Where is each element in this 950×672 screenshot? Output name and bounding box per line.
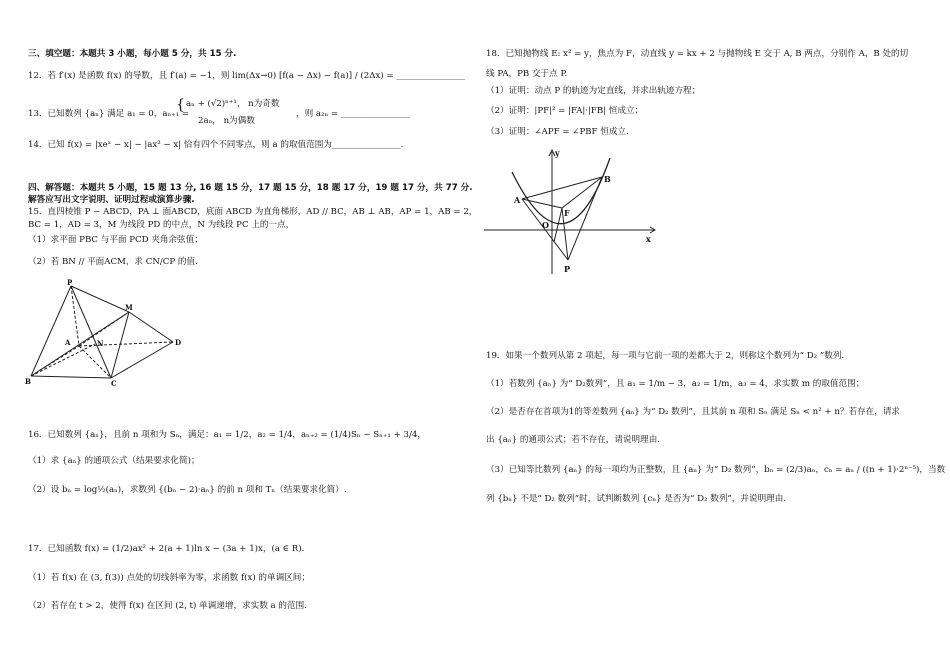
point-label-o: O [542,220,549,230]
question-13-case-even: 2aₙ， n为偶数 [198,116,255,126]
section-3-heading: 三、填空题：本题共 3 小题，每小题 5 分，共 15 分. [28,49,237,59]
parabola-graph [484,142,664,276]
point-label-b: B [604,174,611,184]
question-17-part-1: （1）若 f(x) 在 (3, f(3)) 点处的切线斜率为零，求函数 f(x) 的单调区间； [28,573,310,583]
question-15: 15．直四棱锥 P − ABCD，PA ⊥ 面ABCD，底面 ABCD 为直角梯形，AD // BC，AB ⊥ AB，AP = 1，AB = 2， [28,207,478,217]
vertex-label-p: P [67,278,73,287]
question-18-part-3: （3）证明：∠APF = ∠PBF 恒成立. [486,127,629,137]
question-18-line-2: 线 PA，PB 交于点 P. [486,69,568,79]
pyramid-figure [25,278,195,388]
axis-label-x: x [646,234,651,244]
question-15-part-2: （2）若 BN // 平面ACM，求 CN/CP 的值. [28,257,198,267]
section-4-subheading: 解答应写出文字说明、证明过程或演算步骤. [28,195,195,205]
point-label-a: A [514,195,521,205]
axis-label-y: y [555,148,560,158]
question-16: 16．已知数列 {aₙ}，且前 n 项和为 Sₙ，满足：a₁ = 1/2，a₂ = 1/4，aₙ₊₂ = (1/4)Sₙ − Sₙ₊₁ + 3/4， [28,430,426,440]
question-19-part-1: （1）若数列 {aₙ} 为“ D₂数列”，且 a₁ = 1/m − 3，a₂ = 1/m，a₃ = 4，求实数 m 的取值范围； [486,379,865,389]
question-15-line-2: BC = 1，AD = 3，M 为线段 PD 的中点，N 为线段 PC 上的一点， [28,220,295,230]
question-13-case-odd: aₙ + (√2)ⁿ⁺¹， n为奇数 [186,99,280,109]
question-17-part-2: （2）若存在 t > 2，使得 f(x) 在区间 (2, t) 单调递增，求实数 a 的范围. [28,601,307,611]
question-12: 12．若 f′(x) 是函数 f(x) 的导数，且 f′(a) = −1，则 lim(Δx→0) [f(a − Δx) − f(a)] / (2Δx) = ________________ [28,71,466,81]
question-18-part-1: （1）证明：动点 P 的轨迹为定直线，并求出轨迹方程； [486,86,701,96]
question-19: 19．如果一个数列从第 2 项起，每一项与它前一项的差都大于 2，则称这个数列为“ D₂ ”数列. [486,351,845,361]
question-19-part-2: （2）是否存在首项为1的等差数列 {aₙ} 为“ D₂ 数列”，且其前 n 项和 Sₙ 满足 Sₙ < n² + n？若存在，请求 [486,407,901,417]
question-18-part-2: （2）证明：|PF|² = |FA|·|FB| 恒成立； [486,106,644,116]
question-17: 17．已知函数 f(x) = (1/2)ax² + 2(a + 1)ln x − (3a + 1)x，(a ∈ R). [28,544,305,554]
question-13: 13．已知数列 {aₙ} 满足 a₁ = 0，aₙ₊₁ = [28,109,190,119]
vertex-label-n: N [97,339,104,348]
question-15-part-1: （1）求平面 PBC 与平面 PCD 夹角余弦值； [28,235,203,245]
question-13-answer: ，则 a₂ₙ = ________________ [296,109,410,119]
question-19-part-2-line-2: 出 {aₙ} 的通项公式；若不存在，请说明理由. [486,435,661,445]
question-19-part-3: （3）已知等比数列 {aₙ} 的每一项均为正整数，且 {aₙ} 为“ D₂ 数列”，bₙ = (2/3)aₙ，cₙ = aₙ / ((n + 1)·2ⁿ⁻⁵)，当数 [486,465,946,475]
vertex-label-b: B [25,377,31,386]
question-19-part-3-line-2: 列 {bₙ} 不是“ D₂ 数列”时，试判断数列 {cₙ} 是否为“ D₂ 数列”，并说明理由. [486,494,787,504]
vertex-label-c: C [111,379,117,388]
vertex-label-a: A [65,338,71,347]
point-label-p: P [564,264,571,274]
point-label-f: F [564,208,570,218]
piecewise-brace-icon: { [176,97,185,113]
question-14: 14．已知 f(x) = |xeˣ − x| − |ax² − x| 恰有四个不同零点，则 a 的取值范围为________________. [28,140,404,150]
vertex-label-d: D [175,338,182,347]
question-16-part-2: （2）设 bₙ = log½(aₙ)，求数列 {(bₙ − 2)·aₙ} 的前 n 项和 Tₙ（结果要求化简）. [28,485,347,495]
question-18: 18．已知抛物线 E: x² = y，焦点为 F，动直线 y = kx + 2 与抛物线 E 交于 A, B 两点，分别作 A，B 处的切 [486,49,909,59]
question-16-part-1: （1）求 {aₙ} 的通项公式（结果要求化简)； [28,456,200,466]
vertex-label-m: M [125,303,133,312]
section-4-heading: 四、解答题：本题共 5 小题，15 题 13 分, 16 题 15 分，17 题 15 分，18 题 17 分，19 题 17 分，共 77 分. [28,183,473,193]
